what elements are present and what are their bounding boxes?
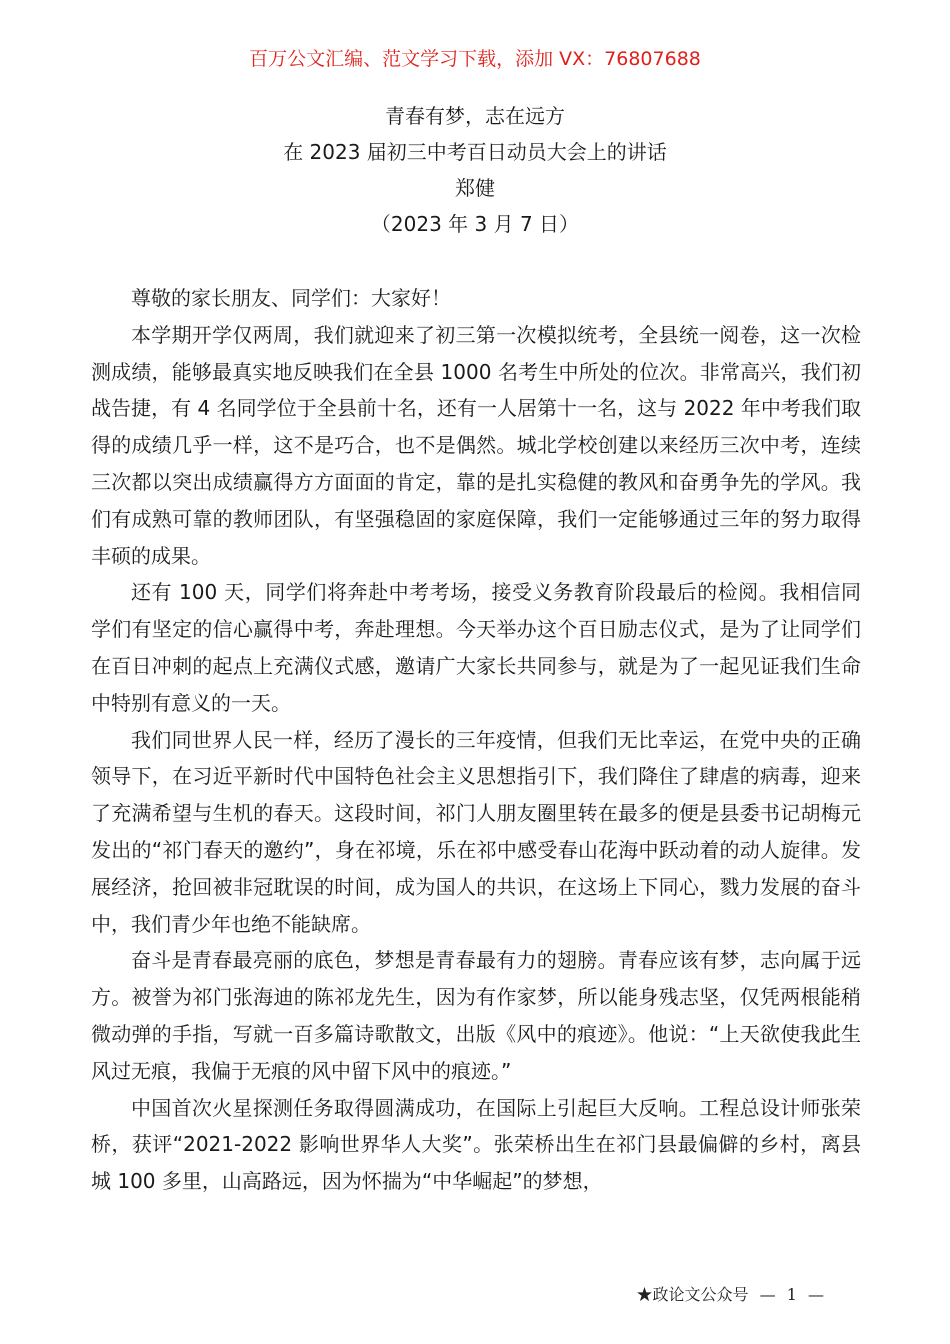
header-banner: 百万公文汇编、范文学习下载，添加 VX：76807688 (249, 48, 701, 70)
speech-author: 郑健 (455, 176, 495, 200)
footer-label: ★政论文公众号 (636, 1285, 749, 1304)
paragraph: 我们同世界人民一样，经历了漫长的三年疫情，但我们无比幸运，在党中央的正确领导下，在习近平新时代中国特色社会主义思想指引下，我们降住了肆虐的病毒，迎来了充满希望与生机的春天。这段时间，祁门人朋友圈里转在最多的便是县委书记胡梅元发出的“祁门春天的邀约”，身在祁境，乐在祁中感受春山花海中跃动着的动人旋律。发展经济，抢回被非冠耽误的时间，成为国人的共识，在这场上下同心，戮力发展的奋斗中，我们青少年也绝不能缺席。 (91, 727, 861, 936)
speech-heading (0, 98, 950, 242)
footer-dash-left: — (759, 1285, 776, 1304)
paragraph-greeting: 尊敬的家长朋友、同学们：大家好！ (131, 286, 451, 310)
speech-subtitle: 在 2023 届初三中考百日动员大会上的讲话 (283, 140, 667, 164)
speech-title: 青春有梦，志在远方 (385, 104, 565, 128)
paragraph: 中国首次火星探测任务取得圆满成功，在国际上引起巨大反响。工程总设计师张荣桥，获评“2021-2022 影响世界华人大奖”。张荣桥出生在祁门县最偏僻的乡村，离县城 100 多里，山高路远，因为怀揣为“中华崛起”的梦想， (91, 1095, 861, 1194)
paragraph: 本学期开学仅两周，我们就迎来了初三第一次模拟统考，全县统一阅卷，这一次检测成绩，能够最真实地反映我们在全县 1000 名考生中所处的位次。非常高兴，我们初战告捷，有 4 名同学位于全县前十名，还有一人居第十一名，这与 2022 年中考我们取得的成绩几乎一样，这不是巧合，也不是偶然。城北学校创建以来经历三次中考，连续三次都以突出成绩赢得方方面面的肯定，靠的是扎实稳健的教风和奋勇争先的学风。我们有成熟可靠的教师团队，有坚强稳固的家庭保障，我们一定能够通过三年的努力取得丰硕的成果。 (91, 322, 861, 568)
paragraph: 还有 100 天，同学们将奔赴中考考场，接受义务教育阶段最后的检阅。我相信同学们有坚定的信心赢得中考，奔赴理想。今天举办这个百日励志仪式，是为了让同学们在百日冲刺的起点上充满仪式感，邀请广大家长共同参与，就是为了一起见证我们生命中特别有意义的一天。 (91, 580, 861, 715)
speech-body (91, 280, 861, 1200)
paragraph: 奋斗是青春最亮丽的底色，梦想是青春最有力的翅膀。青春应该有梦，志向属于远方。被誉为祁门张海迪的陈祁龙先生，因为有作家梦，所以能身残志坚，仅凭两根能稍微动弹的手指，写就一百多篇诗歌散文，出版《风中的痕迹》。他说：“上天欲使我此生风过无痕，我偏于无痕的风中留下风中的痕迹。” (91, 948, 861, 1083)
speech-date: （2023 年 3 月 7 日） (370, 212, 580, 236)
page-footer (637, 1282, 830, 1308)
footer-dash-right: — (808, 1285, 824, 1304)
page-number: 1 (786, 1285, 797, 1304)
